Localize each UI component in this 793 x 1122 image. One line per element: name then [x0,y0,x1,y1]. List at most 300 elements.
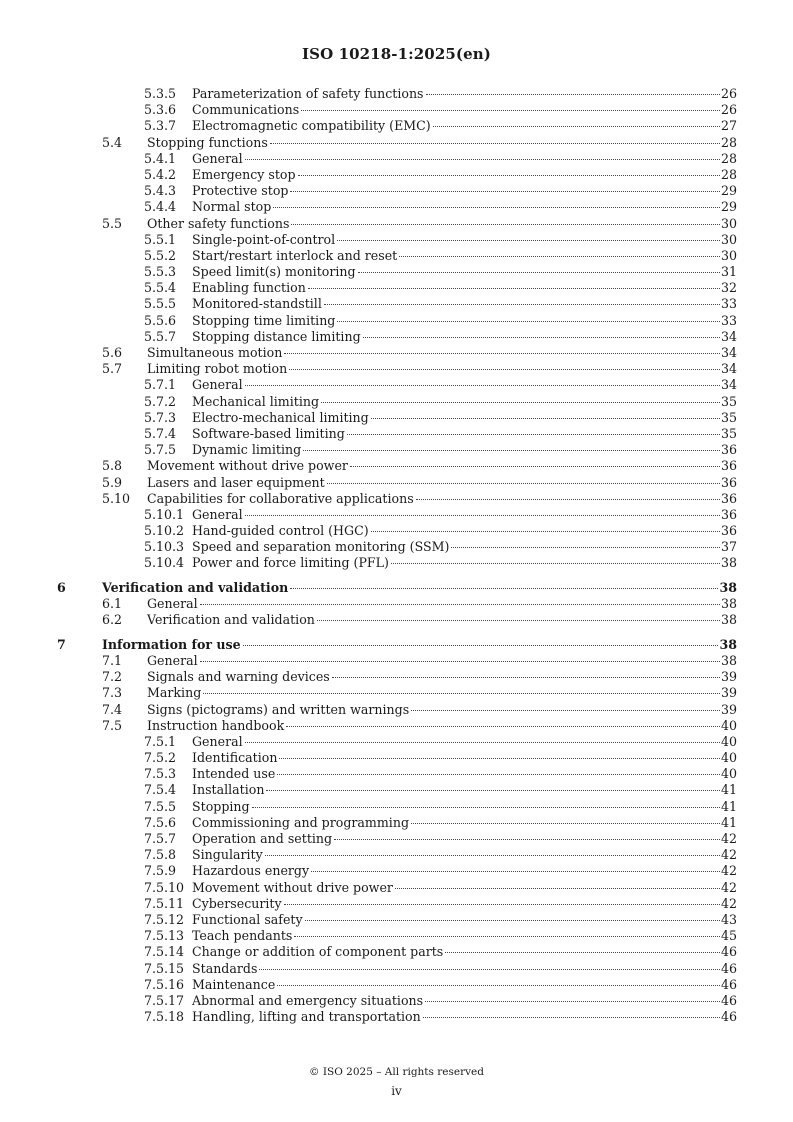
toc-entry-body [102,580,737,596]
toc-entry-title[interactable]: Commissioning and programming [192,814,410,830]
toc-entry-number: 7.4 [102,701,123,717]
toc-entry-title[interactable]: Hazardous energy [192,863,310,879]
dot-leader [270,143,720,144]
dot-leader [350,466,720,467]
dot-leader [317,620,720,621]
toc-entry-number: 5.7.2 [144,393,177,409]
toc-entry-page[interactable]: 42 [720,847,737,863]
toc-entry-body [192,377,737,393]
toc-entry-page[interactable]: 42 [720,879,737,895]
toc-entry-title[interactable]: Single-point-of-control [192,231,336,247]
toc-entry[interactable] [0,961,793,977]
toc-entry[interactable] [0,685,793,701]
toc-entry-number: 7.5.4 [144,782,177,798]
toc-entry-title[interactable]: Verification and validation [147,612,315,628]
dot-leader [371,418,720,419]
dot-leader [337,321,720,322]
toc-entry[interactable] [0,167,793,183]
toc-entry-page[interactable]: 36 [720,474,737,490]
toc-entry-title[interactable]: Verification and validation [102,579,289,595]
dot-leader [290,191,719,192]
toc-entry-page[interactable]: 38 [720,612,737,628]
toc-entry-page[interactable]: 42 [720,831,737,847]
toc-entry-page[interactable]: 45 [720,928,737,944]
toc-entry-body [192,199,737,215]
toc-entry-page[interactable]: 28 [720,134,737,150]
toc-entry-title[interactable]: Speed limit(s) monitoring [192,264,356,280]
toc-entry-number: 7.1 [102,652,123,668]
toc-entry[interactable] [0,831,793,847]
toc-entry[interactable] [0,442,793,458]
toc-entry-page[interactable]: 38 [720,555,737,571]
toc-entry-body [192,394,737,410]
toc-entry-body [102,637,737,653]
dot-leader [423,1017,720,1018]
toc-entry-body [192,815,737,831]
toc-entry-page[interactable]: 42 [720,895,737,911]
dot-leader [321,402,720,403]
dot-leader [332,677,720,678]
dot-leader [294,936,720,937]
toc-entry-page[interactable]: 32 [720,280,737,296]
toc-entry-title[interactable]: Communications [192,102,300,118]
dot-leader [259,969,720,970]
toc-entry-title[interactable]: Limiting robot motion [147,361,288,377]
toc-entry-number: 5.4 [102,134,123,150]
toc-entry-title[interactable]: General [192,506,243,522]
toc-entry-title[interactable]: Parameterization of safety functions [192,86,424,101]
toc-entry-page[interactable]: 34 [720,361,737,377]
dot-leader [305,920,720,921]
toc-entry-page[interactable]: 26 [720,102,737,118]
toc-entry-title[interactable]: General [147,652,198,668]
toc-entry-title[interactable]: Hand-guided control (HGC) [192,523,369,539]
toc-entry-number: 7.5.9 [144,863,177,879]
copyright-notice: © ISO 2025 – All rights reserved [309,1066,484,1078]
toc-entry[interactable] [0,183,793,199]
dot-leader [245,159,720,160]
toc-entry-number: 6.2 [102,612,123,628]
toc-entry-page[interactable]: 41 [720,798,737,814]
toc-entry[interactable] [0,977,793,993]
toc-entry-title[interactable]: Monitored-standstill [192,296,322,312]
toc-entry-title[interactable]: Start/restart interlock and reset [192,247,398,263]
toc-entry-body [192,896,737,912]
toc-entry-title[interactable]: General [192,377,243,393]
toc-entry[interactable] [0,296,793,312]
dot-leader [395,888,720,889]
toc-entry[interactable] [0,928,793,944]
toc-entry-body [192,880,737,896]
toc-entry-title[interactable]: Movement without drive power [147,458,348,474]
toc-entry-number: 5.7.5 [144,442,177,458]
toc-entry-body [192,118,737,134]
toc-entry-title[interactable]: Change or addition of component parts [192,944,444,960]
toc-entry-number: 7.5.15 [144,960,185,976]
toc-entry-page[interactable]: 28 [720,150,737,166]
toc-entry-title[interactable]: Functional safety [192,911,303,927]
toc-entry-page[interactable]: 35 [720,393,737,409]
toc-entry-number: 5.10.4 [144,555,185,571]
toc-entry-body [192,296,737,312]
toc-entry-title[interactable]: Protective stop [192,183,289,199]
toc-entry-number: 7.2 [102,669,123,685]
toc-entry-title[interactable]: Intended use [192,766,276,782]
toc-entry-page[interactable]: 46 [720,960,737,976]
toc-entry-page[interactable]: 40 [720,750,737,766]
toc-entry-body [147,653,737,669]
toc-entry-title[interactable]: Dynamic limiting [192,442,302,458]
toc-entry-number: 7.5.2 [144,750,177,766]
toc-entry-page[interactable]: 33 [720,312,737,328]
toc-entry-title[interactable]: Software-based limiting [192,425,345,441]
toc-entry-title[interactable]: Normal stop [192,199,272,215]
toc-entry-body [192,264,737,280]
toc-entry-number: 7.3 [102,685,123,701]
toc-entry-page[interactable]: 39 [720,669,737,685]
dot-leader [301,110,720,111]
toc-entry-body [147,475,737,491]
toc-entry-body [192,912,737,928]
toc-entry-number: 7.5.11 [144,895,185,911]
toc-entry[interactable] [0,734,793,750]
toc-entry-body [192,977,737,993]
toc-entry-page[interactable]: 41 [720,814,737,830]
toc-entry-page[interactable]: 42 [720,863,737,879]
toc-entry-body [147,135,737,151]
dot-leader [371,531,720,532]
toc-entry-body [147,612,737,628]
toc-entry[interactable] [0,912,793,928]
toc-entry-page[interactable]: 33 [720,296,737,312]
dot-leader [324,304,720,305]
toc-entry-body [147,345,737,361]
toc-entry-number: 7.5.6 [144,814,177,830]
dot-leader [399,256,720,257]
toc-entry-page[interactable]: 26 [720,86,737,101]
toc-entry-title[interactable]: General [192,150,243,166]
toc-entry-number: 5.4.3 [144,183,177,199]
toc-entry-body [147,702,737,718]
toc-entry[interactable] [0,102,793,118]
dot-leader [279,758,720,759]
toc-entry-title[interactable]: Emergency stop [192,166,296,182]
toc-entry[interactable] [0,151,793,167]
toc-entry[interactable] [0,426,793,442]
toc-entry[interactable] [0,410,793,426]
toc-entry-title[interactable]: Enabling function [192,280,306,296]
toc-entry-title[interactable]: Information for use [102,636,241,652]
page-number: iv [391,1084,402,1098]
dot-leader [451,547,720,548]
toc-entry-number: 7.5.18 [144,1009,185,1025]
toc-entry-title[interactable]: Singularity [192,847,263,863]
toc-entry-body [192,766,737,782]
toc-entry-title[interactable]: Stopping distance limiting [192,328,361,344]
toc-entry-page[interactable]: 43 [720,911,737,927]
toc-entry-title[interactable]: Electromagnetic compatibility (EMC) [192,118,431,134]
toc-entry[interactable] [0,313,793,329]
toc-entry[interactable] [0,118,793,134]
toc-entry-page[interactable]: 34 [720,345,737,360]
toc-entry-page[interactable]: 30 [720,215,737,231]
dot-leader [425,1001,720,1002]
dot-leader [391,563,720,564]
toc-entry-page[interactable]: 34 [720,377,737,393]
toc-entry-number: 5.5 [102,215,123,231]
toc-entry-page[interactable]: 29 [720,183,737,199]
toc-entry-number: 5.4.4 [144,199,177,215]
toc-entry-number: 5.7.3 [144,409,177,425]
toc-entry-number: 5.5.7 [144,328,177,344]
toc-entry[interactable] [0,361,793,377]
toc-entry-body [147,718,737,734]
toc-entry-page[interactable]: 46 [720,992,737,1008]
toc-entry-title[interactable]: Stopping time limiting [192,312,336,328]
toc-entry[interactable] [0,702,793,718]
dot-leader [284,904,720,905]
toc-entry[interactable] [0,653,793,669]
dot-leader [303,450,720,451]
toc-entry[interactable] [0,264,793,280]
toc-entry[interactable] [0,637,793,653]
toc-entry[interactable] [0,329,793,345]
toc-entry-number: 5.10.1 [144,506,185,522]
toc-entry-body [192,734,737,750]
dot-leader [411,710,720,711]
toc-entry-title[interactable]: Stopping functions [147,134,268,150]
toc-entry-number: 5.6 [102,345,123,360]
toc-entry[interactable] [0,475,793,491]
toc-entry-title[interactable]: Speed and separation monitoring (SSM) [192,539,450,555]
toc-entry-number: 5.5.6 [144,312,177,328]
toc-entry-number: 5.5.4 [144,280,177,296]
toc-entry[interactable] [0,896,793,912]
toc-entry[interactable] [0,458,793,474]
toc-entry-body [147,216,737,232]
dot-leader [200,661,720,662]
toc-entry-page[interactable]: 38 [720,596,737,612]
toc-entry-number: 5.7.1 [144,377,177,393]
toc-entry-body [192,555,737,571]
toc-entry-body [192,539,737,555]
toc-entry-title[interactable]: Stopping [192,798,250,814]
toc-entry[interactable] [0,216,793,232]
toc-entry[interactable] [0,750,793,766]
toc-entry-body [192,831,737,847]
toc-entry-number: 6 [57,579,66,595]
toc-entry-page[interactable]: 36 [720,490,737,506]
toc-entry-number: 5.7.4 [144,425,177,441]
toc-entry-body [192,329,737,345]
toc-entry-page[interactable]: 35 [720,425,737,441]
dot-leader [243,645,719,646]
toc-entry[interactable] [0,944,793,960]
dot-leader [291,224,720,225]
toc-entry-number: 5.5.1 [144,231,177,247]
dot-leader [200,604,720,605]
dot-leader [334,839,720,840]
toc-entry-title[interactable]: Standards [192,960,258,976]
toc-entry-title[interactable]: Signals and warning devices [147,669,330,685]
toc-entry-page[interactable]: 30 [720,231,737,247]
toc-entry-number: 5.4.1 [144,150,177,166]
toc-entry-page[interactable]: 28 [720,166,737,182]
dot-leader [327,483,720,484]
dot-leader [358,272,720,273]
dot-leader [337,240,720,241]
toc-entry-title[interactable]: Abnormal and emergency situations [192,992,424,1008]
toc-entry[interactable] [0,863,793,879]
toc-entry[interactable] [0,799,793,815]
toc-entry-page[interactable]: 36 [720,442,737,458]
toc-entry-page[interactable]: 46 [720,1009,737,1025]
toc-entry-number: 5.10.2 [144,523,185,539]
toc-entry-title[interactable]: Lasers and laser equipment [147,474,325,490]
toc-entry-body [192,1009,737,1025]
toc-entry-page[interactable]: 39 [720,701,737,717]
toc-entry[interactable] [0,280,793,296]
toc-entry-number: 7.5.8 [144,847,177,863]
toc-entry-body [192,86,737,102]
toc-entry-title[interactable]: Other safety functions [147,215,290,231]
toc-entry-page[interactable]: 30 [720,247,737,263]
toc-entry-page[interactable]: 46 [720,944,737,960]
toc-entry-body [192,248,737,264]
toc-entry[interactable] [0,199,793,215]
toc-entry-page[interactable]: 40 [720,766,737,782]
toc-entry-number: 5.9 [102,474,123,490]
toc-entry-page[interactable]: 41 [720,782,737,798]
toc-entry-page[interactable]: 38 [719,636,737,652]
toc-entry[interactable] [0,507,793,523]
toc-entry-body [147,669,737,685]
dot-leader [286,726,720,727]
dot-leader [433,126,720,127]
toc-entry-title[interactable]: Capabilities for collaborative applications [147,490,414,506]
toc-entry-title[interactable]: General [192,733,243,749]
toc-entry-body [147,458,737,474]
toc-entry-page[interactable]: 40 [720,733,737,749]
toc-entry-page[interactable]: 36 [720,458,737,474]
toc-entry-number: 7.5.5 [144,798,177,814]
toc-entry-title[interactable]: Marking [147,685,202,701]
toc-entry-page[interactable]: 37 [720,539,737,555]
toc-entry-title[interactable]: General [147,596,198,612]
toc-entry[interactable] [0,847,793,863]
toc-entry[interactable] [0,596,793,612]
toc-entry-page[interactable]: 35 [720,409,737,425]
toc-entry-page[interactable]: 46 [720,976,737,992]
toc-entry-page[interactable]: 36 [720,523,737,539]
toc-entry[interactable] [0,394,793,410]
dot-leader [266,790,720,791]
toc-entry-title[interactable]: Identification [192,750,278,766]
toc-entry-body [192,280,737,296]
dot-leader [245,385,720,386]
toc-entry-page[interactable]: 38 [720,652,737,668]
toc-entry[interactable] [0,491,793,507]
toc-entry-body [192,750,737,766]
toc-entry-title[interactable]: Teach pendants [192,928,293,944]
toc-entry-title[interactable]: Installation [192,782,265,798]
toc-entry-number: 5.5.2 [144,247,177,263]
toc-entry[interactable] [0,612,793,628]
toc-entry-page[interactable]: 40 [720,717,737,733]
toc-entry[interactable] [0,880,793,896]
toc-entry-number: 7.5.13 [144,928,185,944]
toc-entry[interactable] [0,232,793,248]
toc-entry[interactable] [0,1009,793,1025]
toc-entry[interactable] [0,86,793,102]
toc-entry-title[interactable]: Instruction handbook [147,717,285,733]
toc-entry-title[interactable]: Electro-mechanical limiting [192,409,369,425]
toc-entry[interactable] [0,377,793,393]
dot-leader [277,985,720,986]
toc-entry-title[interactable]: Signs (pictograms) and written warnings [147,701,410,717]
dot-leader [290,588,718,589]
toc-entry[interactable] [0,669,793,685]
dot-leader [245,742,720,743]
toc-entry-number: 7.5.14 [144,944,185,960]
toc-entry-number: 5.5.5 [144,296,177,312]
toc-entry-title[interactable]: Mechanical limiting [192,393,320,409]
toc-entry-page[interactable]: 39 [720,685,737,701]
toc-entry-number: 5.3.6 [144,102,177,118]
toc-entry-page[interactable]: 36 [720,506,737,522]
toc-entry-title[interactable]: Cybersecurity [192,895,282,911]
toc-entry[interactable] [0,782,793,798]
toc-entry-title[interactable]: Maintenance [192,976,276,992]
dot-leader [252,807,720,808]
toc-entry-page[interactable]: 27 [720,118,737,134]
toc-entry[interactable] [0,815,793,831]
toc-entry-number: 5.8 [102,458,123,474]
toc-entry[interactable] [0,580,793,596]
toc-entry-body [192,961,737,977]
toc-entry-title[interactable]: Handling, lifting and transportation [192,1009,421,1025]
toc-entry-number: 6.1 [102,596,123,612]
toc-entry-title[interactable]: Operation and setting [192,831,333,847]
dot-leader [277,774,720,775]
toc-entry-number: 5.10.3 [144,539,185,555]
toc-entry-body [192,442,737,458]
dot-leader [284,353,720,354]
toc-entry-page[interactable]: 38 [719,579,737,595]
toc-entry-page[interactable]: 29 [720,199,737,215]
toc-entry-body [192,507,737,523]
dot-leader [445,952,720,953]
toc-entry[interactable] [0,766,793,782]
toc-entry-page[interactable]: 31 [720,264,737,280]
toc-entry-title[interactable]: Movement without drive power [192,879,393,895]
toc-entry-page[interactable]: 34 [720,328,737,344]
toc-entry[interactable] [0,718,793,734]
toc-entry[interactable] [0,248,793,264]
toc-entry-title[interactable]: Simultaneous motion [147,345,283,360]
toc-entry-number: 5.3.7 [144,118,177,134]
toc-entry[interactable] [0,993,793,1009]
toc-entry[interactable] [0,555,793,571]
toc-entry-title[interactable]: Power and force limiting (PFL) [192,555,389,571]
toc-entry[interactable] [0,523,793,539]
toc-entry[interactable] [0,345,793,361]
toc-entry-number: 5.3.5 [144,86,177,101]
toc-entry-body [192,993,737,1009]
toc-entry[interactable] [0,135,793,151]
dot-leader [311,871,720,872]
toc-entry[interactable] [0,539,793,555]
